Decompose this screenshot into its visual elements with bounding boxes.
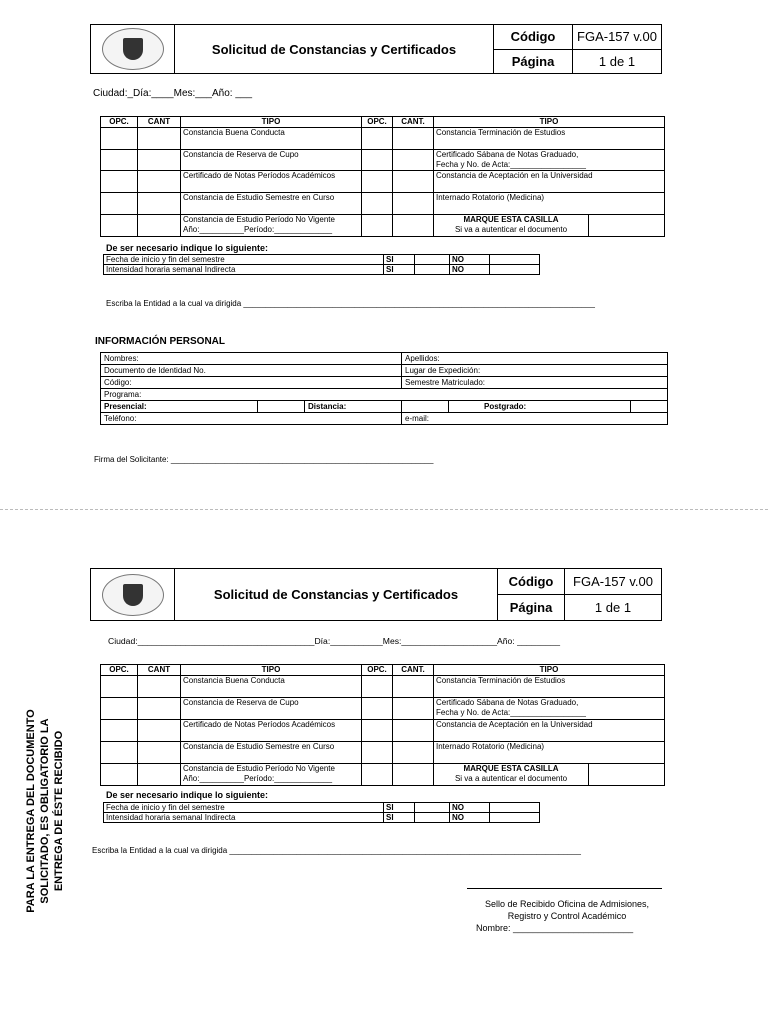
codigo-field[interactable]: Código: [101,377,402,389]
no-label: NO [450,265,490,275]
marque-label: MARQUE ESTA CASILLA [463,215,559,224]
opc-cell[interactable] [362,698,393,720]
marque-checkbox[interactable] [589,215,665,237]
extra-row-label: Intensidad horaria semanal Indirecta [104,265,384,275]
col-tipo: TIPO [181,117,362,128]
cant-cell[interactable] [393,128,434,150]
doc-option-line: Certificado Sábana de Notas Graduado, [436,698,579,707]
doc-option-line: Año:__________Período:_____________ [183,225,333,234]
cant-cell[interactable] [393,764,434,786]
sello-nombre[interactable]: Nombre: ________________________ [476,923,634,933]
si-checkbox[interactable] [415,803,450,813]
cant-cell[interactable] [393,720,434,742]
cant-cell[interactable] [393,150,434,171]
programa-field[interactable]: Programa: [101,389,668,401]
document-type-table [100,664,665,786]
opc-cell[interactable] [362,720,393,742]
sello-block [462,898,672,934]
cant-cell[interactable] [138,764,181,786]
opc-cell[interactable] [101,764,138,786]
cant-cell[interactable] [393,193,434,215]
extra-row-label: Fecha de inicio y fin del semestre [104,803,384,813]
document-type-table [100,116,665,237]
col-cant-2: CANT. [393,117,434,128]
extra-table [103,254,540,275]
col-tipo: TIPO [181,665,362,676]
university-seal-icon [102,574,164,616]
doc-option [181,215,362,237]
codigo-value: FGA-157 v.00 [565,569,662,595]
doc-option-line: Fecha y No. de Acta:_________________ [436,708,586,717]
doc-option: Internado Rotatorio (Medicina) [434,193,665,215]
cant-cell[interactable] [138,742,181,764]
email-field[interactable]: e-mail: [402,413,668,425]
col-opc: OPC. [101,665,138,676]
doc-option: Constancia Terminación de Estudios [434,676,665,698]
doc-option: Constancia de Reserva de Cupo [181,698,362,720]
form-header-1 [90,24,662,74]
pagina-label: Página [494,49,573,74]
cant-cell[interactable] [138,171,181,193]
si-label: SI [384,803,415,813]
extra-row-label: Fecha de inicio y fin del semestre [104,255,384,265]
extra-table [103,802,540,823]
cant-cell[interactable] [138,193,181,215]
col-opc-2: OPC. [362,117,393,128]
marque-label: MARQUE ESTA CASILLA [463,764,559,773]
extra-title: De ser necesario indique lo siguiente: [106,790,269,800]
cant-cell[interactable] [138,720,181,742]
doc-option: Constancia de Aceptación en la Universidad [434,720,665,742]
cant-cell[interactable] [393,742,434,764]
cant-cell[interactable] [138,150,181,171]
sello-line: Registro y Control Académico [507,911,627,921]
pagina-label: Página [498,595,565,621]
ciudad-line[interactable]: Ciudad:_____________________________________Día:___________Mes:____________________Año: _________ [108,636,561,646]
opc-cell[interactable] [101,171,138,193]
semestre-field[interactable]: Semestre Matriculado: [402,377,668,389]
opc-cell[interactable] [101,193,138,215]
doc-option: Constancia de Estudio Semestre en Curso [181,193,362,215]
doc-option: Constancia Buena Conducta [181,128,362,150]
opc-cell[interactable] [362,171,393,193]
col-cant: CANT [138,665,181,676]
ciudad-line[interactable]: Ciudad:_Día:____Mes:___Año: ___ [93,88,253,99]
doc-option-line: Año:__________Período:_____________ [183,774,333,783]
sello-signature-line [467,888,662,889]
doc-option-line: Fecha y No. de Acta:_________________ [436,160,586,169]
cant-cell[interactable] [393,698,434,720]
col-tipo-2: TIPO [434,117,665,128]
presencial-checkbox[interactable] [258,401,305,413]
marque-sub: Si va a autenticar el documento [454,774,568,783]
no-checkbox[interactable] [490,265,540,275]
marque-checkbox[interactable] [589,764,665,786]
documento-field[interactable]: Documento de Identidad No. [101,365,402,377]
no-checkbox[interactable] [490,255,540,265]
no-checkbox[interactable] [490,803,540,813]
form-title: Solicitud de Constancias y Certificados [175,569,498,621]
si-checkbox[interactable] [415,813,450,823]
form-header-2 [90,568,662,621]
opc-cell[interactable] [101,698,138,720]
marque-casilla [434,215,589,237]
col-cant: CANT [138,117,181,128]
si-label: SI [384,265,415,275]
opc-cell[interactable] [101,128,138,150]
firma-line[interactable]: Firma del Solicitante: ___________________________________________________________ [94,455,434,464]
opc-cell[interactable] [362,742,393,764]
lugar-field[interactable]: Lugar de Expedición: [402,365,668,377]
opc-cell[interactable] [101,742,138,764]
marque-sub: Si va a autenticar el documento [454,225,568,234]
postgrado-checkbox[interactable] [631,401,668,413]
doc-option [434,150,665,171]
cant-cell[interactable] [138,215,181,237]
cant-cell[interactable] [138,698,181,720]
no-checkbox[interactable] [490,813,540,823]
opc-cell[interactable] [101,215,138,237]
codigo-value: FGA-157 v.00 [573,25,662,50]
cant-cell[interactable] [138,676,181,698]
col-tipo-2: TIPO [434,665,665,676]
doc-option: Constancia de Reserva de Cupo [181,150,362,171]
col-cant-2: CANT. [393,665,434,676]
extra-row-label: Intensidad horaria semanal Indirecta [104,813,384,823]
postgrado-label: Postgrado: [449,401,631,413]
distancia-label: Distancia: [305,401,402,413]
doc-option: Constancia Terminación de Estudios [434,128,665,150]
doc-option-line: Certificado Sábana de Notas Graduado, [436,150,579,159]
opc-cell[interactable] [101,150,138,171]
pagina-value: 1 de 1 [573,49,662,74]
cant-cell[interactable] [393,171,434,193]
apellidos-field[interactable]: Apellidos: [402,353,668,365]
opc-cell[interactable] [362,215,393,237]
university-seal-icon [102,28,164,70]
opc-cell[interactable] [362,193,393,215]
si-checkbox[interactable] [415,265,450,275]
nombres-field[interactable]: Nombres: [101,353,402,365]
distancia-checkbox[interactable] [402,401,449,413]
sello-line: Sello de Recibido Oficina de Admisiones, [484,899,650,909]
personal-info-table [100,352,668,425]
cut-line [0,509,768,510]
entidad-line[interactable]: Escriba la Entidad a la cual va dirigida _______________________________________________________________________________ [92,846,581,855]
extra-title: De ser necesario indique lo siguiente: [106,243,269,253]
doc-option: Internado Rotatorio (Medicina) [434,742,665,764]
si-label: SI [384,813,415,823]
telefono-field[interactable]: Teléfono: [101,413,402,425]
col-opc-2: OPC. [362,665,393,676]
no-label: NO [450,813,490,823]
personal-title: INFORMACIÓN PERSONAL [95,336,225,347]
doc-option [181,764,362,786]
doc-option-line: Constancia de Estudio Período No Vigente [183,215,335,224]
opc-cell[interactable] [101,676,138,698]
form-title: Solicitud de Constancias y Certificados [175,25,494,74]
doc-option: Constancia Buena Conducta [181,676,362,698]
doc-option: Constancia de Aceptación en la Universidad [434,171,665,193]
no-label: NO [450,803,490,813]
si-checkbox[interactable] [415,255,450,265]
col-opc: OPC. [101,117,138,128]
doc-option: Constancia de Estudio Semestre en Curso [181,742,362,764]
opc-cell[interactable] [362,150,393,171]
cant-cell[interactable] [393,215,434,237]
doc-option-line: Constancia de Estudio Período No Vigente [183,764,335,773]
si-label: SI [384,255,415,265]
marque-casilla [434,764,589,786]
logo-cell [91,569,175,621]
codigo-label: Código [498,569,565,595]
entidad-line[interactable]: Escriba la Entidad a la cual va dirigida _______________________________________________________________________________ [106,299,595,308]
codigo-label: Código [494,25,573,50]
no-label: NO [450,255,490,265]
opc-cell[interactable] [362,764,393,786]
doc-option: Certificado de Notas Períodos Académicos [181,720,362,742]
doc-option: Certificado de Notas Períodos Académicos [181,171,362,193]
doc-option [434,698,665,720]
logo-cell [91,25,175,74]
cant-cell[interactable] [138,128,181,150]
sidebar-notice: PARA LA ENTREGA DEL DOCUMENTO SOLICITADO, ES OBLIGATORIO LA ENTREGA DE ÉSTE RECIBIDO [25,709,65,913]
opc-cell[interactable] [362,676,393,698]
opc-cell[interactable] [101,720,138,742]
cant-cell[interactable] [393,676,434,698]
presencial-label: Presencial: [101,401,258,413]
pagina-value: 1 de 1 [565,595,662,621]
opc-cell[interactable] [362,128,393,150]
